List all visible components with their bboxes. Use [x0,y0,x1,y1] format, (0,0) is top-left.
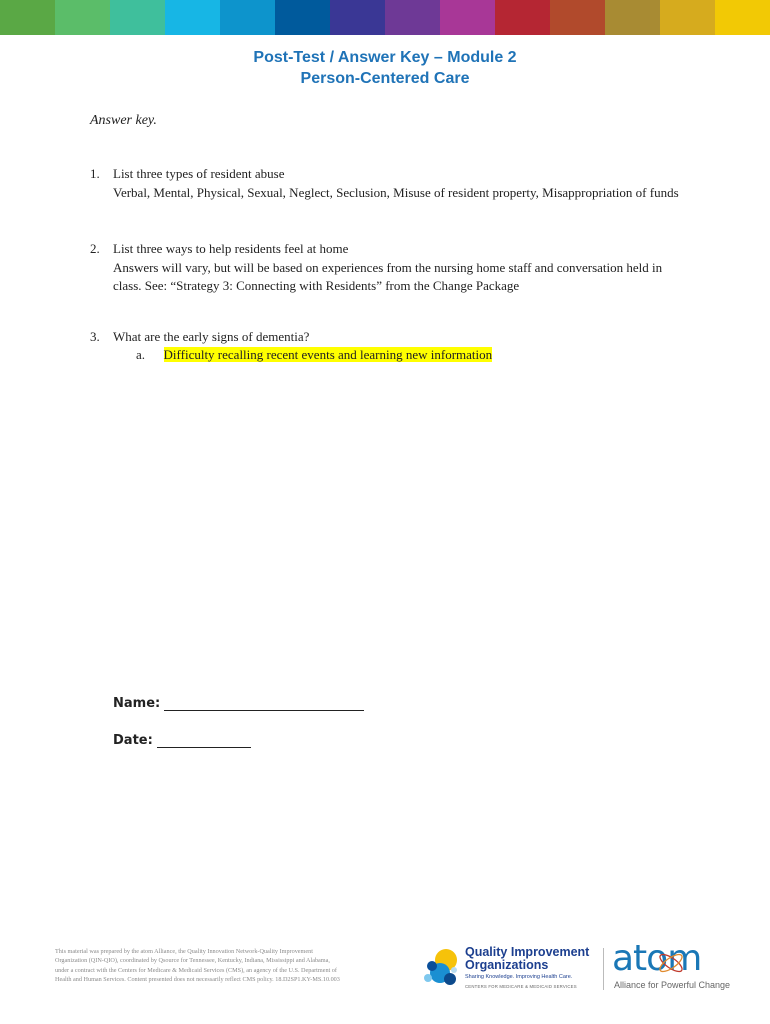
qio-tagline: Sharing Knowledge. Improving Health Care. [465,974,573,980]
color-band-segment [660,0,715,35]
answer-key-label: Answer key. [90,113,157,128]
atom-tagline: Alliance for Powerful Change [614,980,731,990]
name-field[interactable] [113,696,364,711]
date-field[interactable] [113,733,251,748]
color-band-segment [220,0,275,35]
color-band-segment [550,0,605,35]
color-band-segment [605,0,660,35]
name-line[interactable] [164,698,364,711]
question-2 [90,240,680,296]
color-band-segment [495,0,550,35]
color-band-segment [385,0,440,35]
atom-orbit-icon [657,950,685,976]
name-label: Name: [113,696,161,711]
question-1 [90,165,680,202]
document-title [0,47,770,89]
color-band-segment [715,0,770,35]
color-band-segment [330,0,385,35]
question-text: List three ways to help residents feel at home [113,241,349,256]
date-line[interactable] [157,735,251,748]
qio-name-line-1: Quality Improvement [465,945,590,959]
color-band-segment [110,0,165,35]
answer-text: Verbal, Mental, Physical, Sexual, Neglect, Seclusion, Misuse of resident property, Misappropriation of funds [113,184,679,200]
color-band-segment [440,0,495,35]
question-3 [90,328,680,347]
highlighted-answer: Difficulty recalling recent events and learning new information [163,347,493,362]
question-number: 2. [90,241,100,256]
answer-text: Answers will vary, but will be based on experiences from the nursing home staff and conversation held in class. See: “Strategy 3: Connecting with Residents” from the Change Package [113,259,663,293]
color-band-segment [165,0,220,35]
footer-disclaimer: This material was prepared by the atom Alliance, the Quality Innovation Network-Quality Improvement Organization (QIN-QIO), coordinated by Qsource for Tennessee, Kentucky, Indiana, Mississippi and Alabama, under a contract with the Centers for Medicare & Medicaid Services (CMS), an agency of the U.S. Department of Health and Human Services. Content presented does not necessarily reflect CMS policy. 18.D2SP1.KY-MS.10.003 [55,948,340,983]
cms-line: CENTERS FOR MEDICARE & MEDICAID SERVICES [465,984,577,989]
color-band-segment [275,0,330,35]
question-number: 1. [90,166,100,181]
atom-logo-wordmark: atom [612,938,702,979]
header-color-band [0,0,770,35]
date-label: Date: [113,733,153,748]
question-text: List three types of resident abuse [113,166,285,181]
question-text: What are the early signs of dementia? [113,329,310,344]
qio-logo-icon [420,945,465,993]
logo-divider [603,948,604,990]
sub-answer-label: a. [136,347,146,362]
question-number: 3. [90,329,100,344]
color-band-segment [55,0,110,35]
color-band-segment [0,0,55,35]
title-line-1: Post-Test / Answer Key – Module 2 [253,49,517,66]
qio-name [465,946,589,972]
qio-name-line-2: Organizations [465,958,549,972]
question-3-sub-answer [136,346,492,364]
title-line-2: Person-Centered Care [300,70,470,87]
